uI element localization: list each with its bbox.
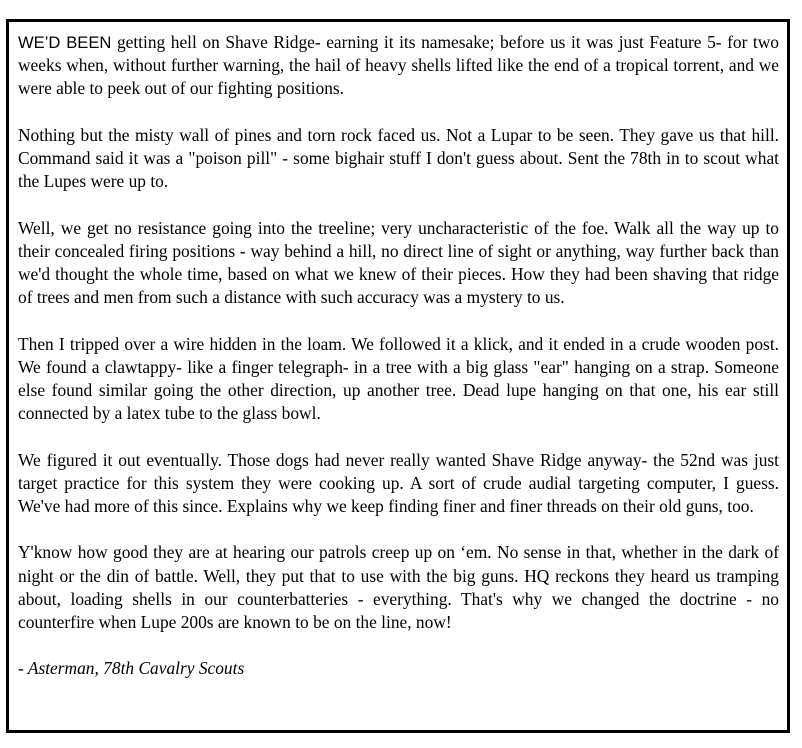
lead-word: WE’D BEEN <box>18 33 112 52</box>
paragraph-1 <box>18 31 779 101</box>
signature: - Asterman, 78th Cavalry Scouts <box>18 658 245 679</box>
paragraph-1-text: getting hell on Shave Ridge- earning it its namesake; before us it was just Feature 5- for two weeks when, without further warning, the hail of heavy shells lifted like the end of a tropical torrent, and we were able to peek out of our fighting positions. <box>18 32 779 99</box>
paragraph-6: Y'know how good they are at hearing our patrols creep up on ‘em. No sense in that, whether in the dark of night or the din of battle. Well, they put that to use with the big guns. HQ reckons they heard us tramping about, loading shells in our counterbatteries - everything. That's why we changed the doctrine - no counterfire when Lupe 200s are known to be on the line, now! <box>18 542 779 632</box>
paragraph-2: Nothing but the misty wall of pines and torn rock faced us. Not a Lupar to be seen. They gave us that hill. Command said it was a "poison pill" - some bighair stuff I don't guess about. Sent the 78th in to scout what the Lupes were up to. <box>18 124 779 192</box>
paragraph-4: Then I tripped over a wire hidden in the loam. We followed it a klick, and it ended in a crude wooden post. We found a clawtappy- like a finger telegraph- in a tree with a big glass "ear" hanging on a strap. Someone else found similar going the other direction, up another tree. Dead lupe hanging on that one, his ear still connected by a latex tube to the glass bowl. <box>18 333 779 424</box>
paragraph-5: We figured it out eventually. Those dogs had never really wanted Shave Ridge anyway- the 52nd was just target practice for this system they were cooking up. A sort of crude audial targeting computer, I guess. We've had more of this since. Explains why we keep finding finer and finer threads on their old guns, too. <box>18 449 779 516</box>
story-frame <box>6 19 790 733</box>
paragraph-3: Well, we get no resistance going into the treeline; very uncharacteristic of the foe. Walk all the way up to their concealed firing positions - way behind a hill, no direct line of sight or anything, way further back than we'd thought the whole time, based on what we knew of their pieces. How they had been shaving that ridge of trees and men from such a distance with such accuracy was a mystery to us. <box>18 217 779 308</box>
